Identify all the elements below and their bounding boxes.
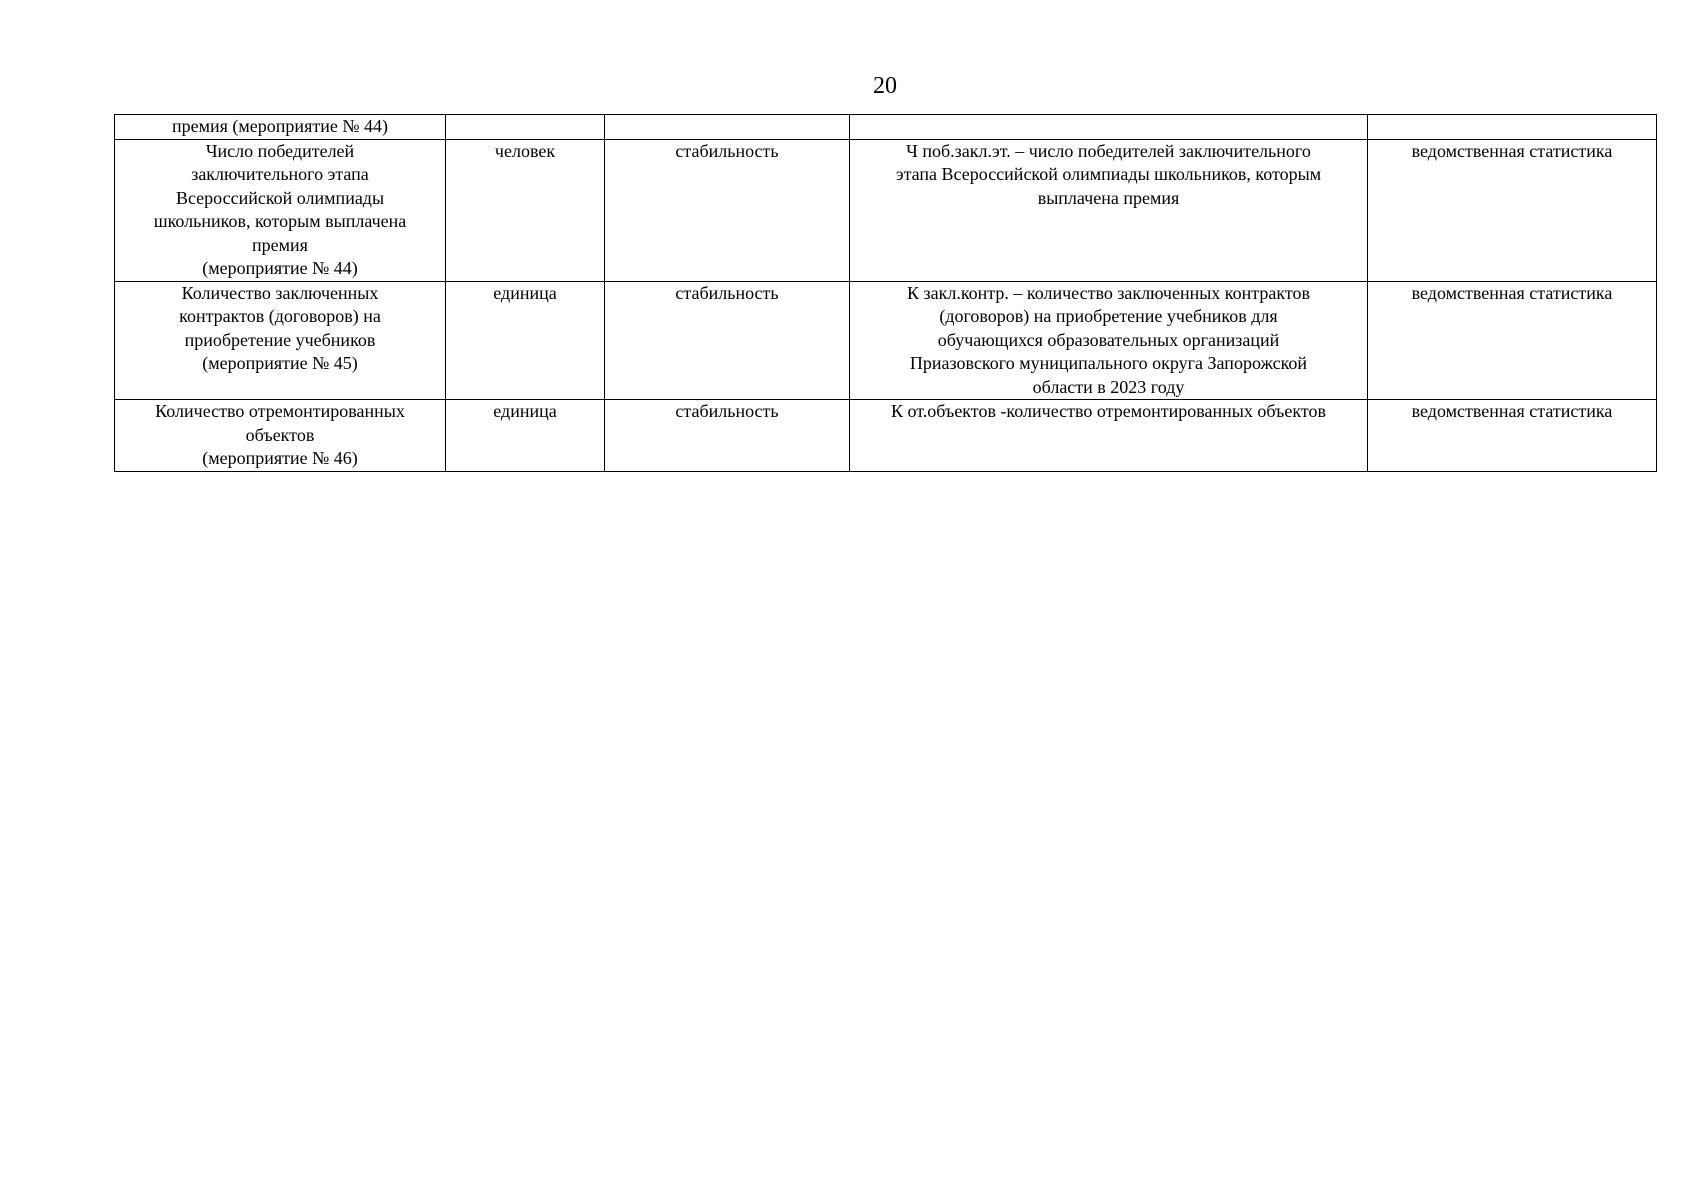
trend-cell: стабильность [605,281,850,400]
source-cell: ведомственная статистика [1368,400,1657,472]
table-row [115,115,1657,140]
formula-cell: К от.объектов -количество отремонтированных объектов [850,400,1368,472]
trend-cell: стабильность [605,400,850,472]
formula-cell [850,115,1368,140]
source-cell: ведомственная статистика [1368,281,1657,400]
indicator-name-cell: премия (мероприятие № 44) [115,115,446,140]
unit-cell: единица [446,281,605,400]
unit-cell [446,115,605,140]
indicator-name-cell: Количество отремонтированных объектов (мероприятие № 46) [115,400,446,472]
trend-cell [605,115,850,140]
source-cell [1368,115,1657,140]
indicators-table [114,114,1657,472]
table-row [115,139,1657,281]
page-number: 20 [873,73,897,99]
table-row [115,400,1657,472]
source-cell: ведомственная статистика [1368,139,1657,281]
unit-cell: человек [446,139,605,281]
table-row [115,281,1657,400]
trend-cell: стабильность [605,139,850,281]
formula-cell: К закл.контр. – количество заключенных контрактов (договоров) на приобретение учебников для обучающихся образовательных организаций Приазовского муниципального округа Запорожской области в 2023 году [850,281,1368,400]
formula-cell: Ч поб.закл.эт. – число победителей заключительного этапа Всероссийской олимпиады школьников, которым выплачена премия [850,139,1368,281]
indicator-name-cell: Число победителей заключительного этапа Всероссийской олимпиады школьников, которым выплачена премия (мероприятие № 44) [115,139,446,281]
unit-cell: единица [446,400,605,472]
indicator-name-cell: Количество заключенных контрактов (договоров) на приобретение учебников (мероприятие № 45) [115,281,446,400]
